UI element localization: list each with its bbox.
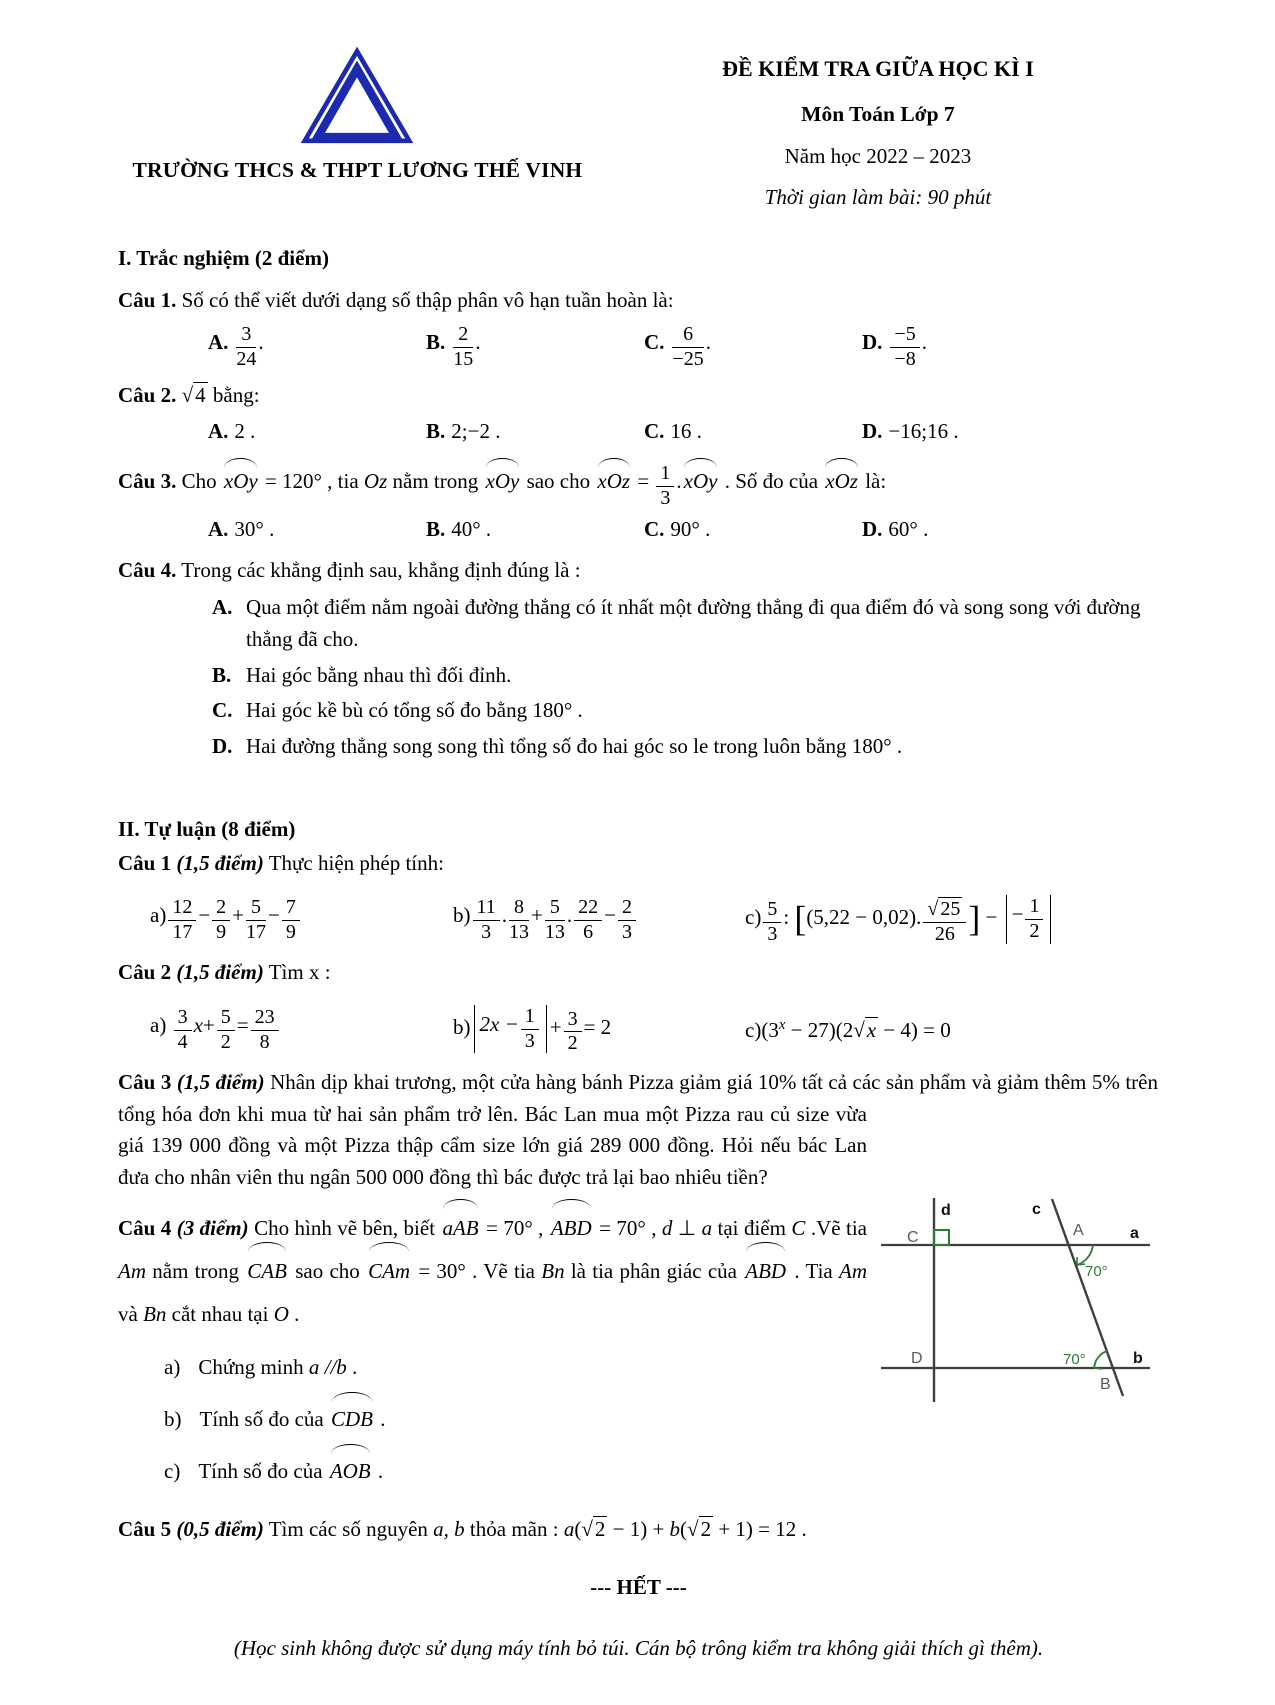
q1-option-d: D. $\frac{-5}{-8}$ . — [862, 323, 927, 370]
expr-1c: c) $\frac{5}{3}$ : [(5,22 − 0,02). √ $\frac{25}{26}$ ] − − $\frac{1}{2}$ — [745, 895, 1054, 945]
q1-options — [208, 324, 1159, 370]
points-badge: (1,5 điểm) — [176, 960, 264, 985]
school-logo — [118, 46, 597, 148]
q3-options — [208, 514, 1159, 546]
absolute-value: − $\frac{1}{2}$ — [1006, 895, 1052, 943]
right-angle-mark — [934, 1230, 949, 1245]
option-key: A. — [208, 330, 229, 355]
label-a: a — [1130, 1225, 1139, 1243]
angle-hat: AOB — [328, 1452, 373, 1492]
fraction: $\frac{1}{3}$ — [656, 463, 674, 509]
essay-q4-item-b: b) Tính số đo của CDB . — [164, 1400, 1159, 1440]
sqrt-expression: √ 25 — [923, 899, 966, 923]
sqrt-expression: √ 2 — [687, 1516, 713, 1541]
angle-hat: xOy — [484, 466, 522, 498]
essay-q2: Câu 2 (1,5 điểm) Tìm x : — [118, 960, 331, 985]
angle-hat: aAB — [440, 1207, 480, 1250]
figure-spacer — [1158, 1067, 1159, 1123]
angle-arc-A — [1077, 1245, 1093, 1265]
header — [118, 46, 1159, 213]
q4-text: Trong các khẳng định sau, khẳng định đúng là : — [181, 558, 581, 583]
fraction: $\frac{2}{15}$ — [453, 323, 474, 370]
q4-statement-b: B. Hai góc bằng nhau thì đối đỉnh. — [212, 662, 512, 687]
essay-q3-q4-block — [118, 1067, 1159, 1492]
angle-arc-B — [1094, 1351, 1107, 1368]
q1-option-a: A. $\frac{3}{24}$ . — [208, 323, 264, 370]
expr-2a: a) $\frac{3}{4}$ x+ $\frac{5}{2}$ = $\frac{23}{8}$ — [150, 1007, 453, 1053]
expr-2b: b) 2x − $\frac{1}{3}$ + $\frac{3}{2}$ = 2 — [453, 1004, 612, 1055]
expr-2c: $c)(3^x - 27)(2$ √ x − 4) = 0 — [745, 1014, 951, 1047]
option-key: D. — [862, 330, 883, 355]
label-B: B — [1100, 1376, 1111, 1394]
angle-hat: xOy — [682, 466, 720, 498]
expr-1a: a) $\frac{12}{17}$ − $\frac{2}{9}$ + $\frac{5}{17}$ − $\frac{7}{9}$ — [150, 897, 453, 943]
points-badge: (1,5 điểm) — [176, 1070, 265, 1095]
q3-option-c: C. 90° . — [644, 516, 711, 541]
footer-note: (Học sinh không được sử dụng máy tính bỏ túi. Cán bộ trông kiểm tra không giải thích gì thêm). — [233, 1636, 1044, 1661]
option-key: B. — [426, 330, 446, 355]
triangle-logo-icon — [301, 46, 413, 146]
essay-q1-expressions — [150, 895, 1159, 945]
q3-option-a: A. 30° . — [208, 516, 275, 541]
angle-hat: xOy — [222, 466, 260, 498]
fraction: $\frac{6}{-25}$ — [672, 323, 704, 370]
angle-hat: CDB — [329, 1400, 375, 1440]
sqrt-expression: √ 4 — [182, 382, 208, 407]
angle-hat: CAm — [366, 1250, 412, 1293]
item-key: b) — [453, 1014, 471, 1039]
label-b: b — [1133, 1350, 1143, 1368]
q2-option-d: D. −16;16 . — [862, 418, 959, 443]
end-marker: --- HẾT --- — [590, 1574, 687, 1599]
label-D: D — [911, 1350, 923, 1368]
question-2 — [118, 380, 1159, 412]
option-key: C. — [644, 330, 665, 355]
angle-hat: CAB — [245, 1250, 289, 1293]
essay-q2-expressions — [150, 1005, 1159, 1055]
essay-q4-item-c: c) Tính số đo của AOB . — [164, 1452, 1159, 1492]
points-badge: (0,5 điểm) — [176, 1516, 264, 1541]
q2-option-a: A. 2 . — [208, 418, 256, 443]
angle-hat: ABD — [743, 1250, 788, 1293]
question-1 — [118, 285, 1159, 317]
points-badge: (3 điểm) — [176, 1216, 249, 1241]
q2-option-b: B. 2;−2 . — [426, 418, 501, 443]
expr-1b: b) $\frac{11}{3}$ . $\frac{8}{13}$ + $\frac{5}{13}$ . $\frac{22}{6}$ − $\frac{2}{3}$ — [453, 897, 745, 943]
section2-heading: II. Tự luận (8 điểm) — [118, 817, 296, 842]
q2-options — [208, 416, 1159, 448]
q1-option-b: B. $\frac{2}{15}$ . — [426, 323, 481, 370]
exam-year: Năm học 2022 – 2023 — [784, 144, 972, 169]
question-4 — [118, 555, 1159, 587]
essay-q1: Câu 1 (1,5 điểm) Thực hiện phép tính: — [118, 850, 444, 875]
essay-q5: Câu 5 (0,5 điểm) Tìm các số nguyên a, b thỏa mãn : a( √ 2 − 1) + b( √ 2 + 1) = 12 . — [118, 1510, 1159, 1550]
question-3: Câu 3. Cho xOy = 120° , tia Oz nằm trong xOy sao cho xOz = $\frac{1}{3}$ .xOy . Số đo của xOz là: — [118, 462, 887, 510]
angle-value-B: 70° — [1063, 1351, 1086, 1369]
angle-hat: ABD — [549, 1207, 594, 1250]
geometry-figure-svg — [867, 1123, 1159, 1415]
q4-statement-c: C. Hai góc kề bù có tổng số đo bằng 180° . — [212, 698, 583, 723]
sqrt-expression: √ x — [853, 1017, 878, 1042]
sqrt-expression: √ 2 — [581, 1516, 607, 1541]
q1-option-c: C. $\frac{6}{-25}$ . — [644, 323, 711, 370]
label-A: A — [1073, 1222, 1084, 1240]
angle-hat: xOz — [595, 466, 632, 498]
q2-label: Câu 2. — [118, 383, 177, 408]
angle-value-A: 70° — [1085, 1263, 1108, 1281]
fraction: $\frac{3}{24}$ — [236, 323, 257, 370]
q3-label: Câu 3. — [118, 469, 177, 494]
exam-duration: Thời gian làm bài: 90 phút — [764, 184, 992, 209]
exam-title: ĐỀ KIỂM TRA GIỮA HỌC KÌ I — [722, 56, 1034, 81]
header-school-block — [118, 46, 597, 213]
q3-option-b: B. 40° . — [426, 516, 492, 541]
exam-subject: Môn Toán Lớp 7 — [801, 102, 955, 126]
label-c: c — [1032, 1201, 1041, 1219]
fraction: $\frac{-5}{-8}$ — [890, 324, 919, 370]
q4-label: Câu 4. — [118, 558, 177, 583]
absolute-value: 2x − $\frac{1}{3}$ — [474, 1005, 547, 1053]
section1-heading: I. Trắc nghiệm (2 điểm) — [118, 246, 329, 271]
angle-hat: xOz — [823, 466, 860, 498]
essay-q4-item-a: a) Chứng minh a //b . — [164, 1355, 358, 1380]
q3-option-d: D. 60° . — [862, 516, 929, 541]
q2-text: bằng: — [212, 383, 260, 408]
geometry-figure — [867, 1123, 1159, 1415]
label-d: d — [941, 1202, 951, 1220]
label-C: C — [907, 1229, 919, 1247]
q1-label: Câu 1. — [118, 287, 177, 312]
school-name: TRƯỜNG THCS & THPT LƯƠNG THẾ VINH — [132, 158, 583, 182]
q4-statement-d: D. Hai đường thẳng song song thì tổng số đo hai góc so le trong luôn bằng 180° . — [212, 733, 903, 758]
q2-option-c: C. 16 . — [644, 418, 702, 443]
essay-q3-paragraph: Câu 3 (1,5 điểm) Nhân dịp khai trương, một cửa hàng bánh Pizza giảm giá 10% tất cả các sản phẩm và giảm thêm 5% trên tổng hóa đơn khi mua từ hai sản phẩm trở lên. Bác Lan mua một Pizza rau củ size vừa giá 139 000 đồng và một Pizza thập cẩm size lớn giá 289 000 đồng. Hỏi nếu bác Lan đưa cho nhân viên thu ngân 500 000 đồng thì bác được trả lại bao nhiêu tiền? — [118, 1070, 1158, 1189]
q1-text: Số có thể viết dưới dạng số thập phân vô hạn tuần hoàn là: — [181, 287, 674, 312]
essay-q4-paragraph: Câu 4 (3 điểm) Cho hình vẽ bên, biết aAB = 70° , ABD = 70° , d ⊥ a tại điểm C .Vẽ tia Am nằm trong CAB sao cho CAm = 30° . Vẽ tia Bn là tia phân giác của ABD . Tia Am và Bn cắt nhau tại O . — [118, 1207, 1159, 1336]
header-exam-block — [597, 46, 1159, 213]
points-badge: (1,5 điểm) — [176, 850, 264, 875]
q4-statement-a: A. Qua một điểm nằm ngoài đường thẳng có ít nhất một đường thẳng đi qua điểm đó và song song với đường thẳng đã cho. — [212, 594, 1141, 652]
